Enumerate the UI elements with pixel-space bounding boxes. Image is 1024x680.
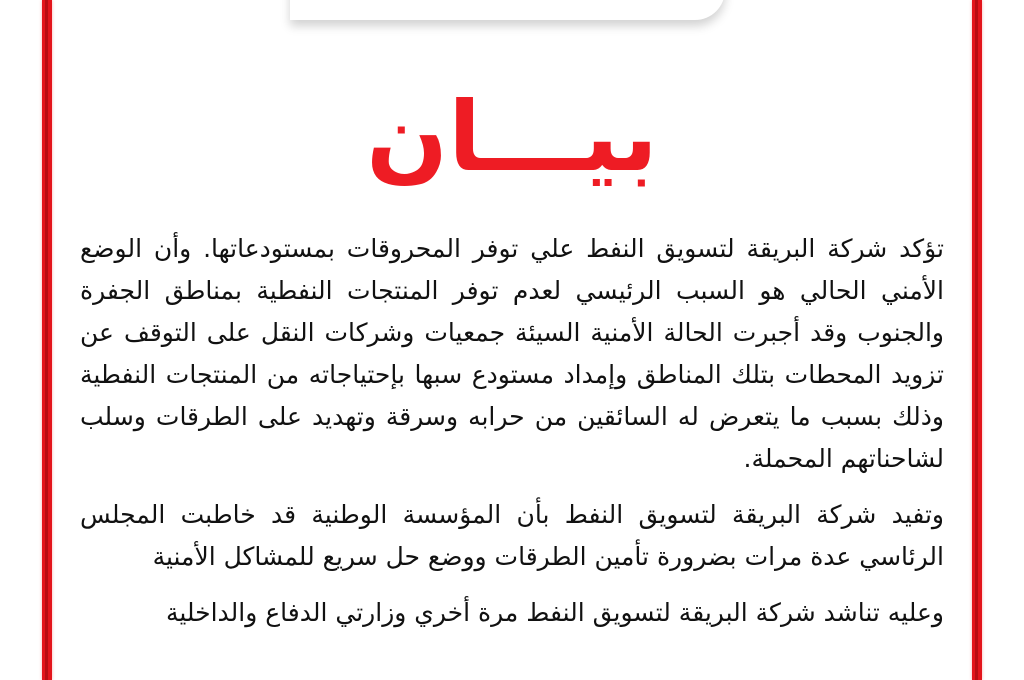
paragraph-1: تؤكد شركة البريقة لتسويق النفط علي توفر المحروقات بمستودعاتها. وأن الوضع الأمني الحالي هو السبب الرئيسي لعدم توفر المنتجات النفطية بمناطق الجفرة والجنوب وقد أجبرت الحالة الأمنية السيئة جمعيات وشركات النقل على التوقف عن تزويد المحطات بتلك المناطق وإمداد مستودع سبها بإحتياجاته من المنتجات النفطية وذلك بسبب ما يتعرض له السائقين من حرابه وسرقة وتهديد على الطرقات وسلب لشاحناتهم المحملة. <box>80 234 944 473</box>
paragraph-2: وتفيد شركة البريقة لتسويق النفط بأن المؤسسة الوطنية قد خاطبت المجلس الرئاسي عدة مرات بضرورة تأمين الطرقات ووضع حل سريع للمشاكل الأمنية <box>80 500 944 571</box>
paragraph-3: وعليه تناشد شركة البريقة لتسويق النفط مرة أخري وزارتي الدفاع والداخلية <box>165 598 944 627</box>
statement-title: بيـــان <box>366 81 658 193</box>
statement-body <box>80 0 944 658</box>
